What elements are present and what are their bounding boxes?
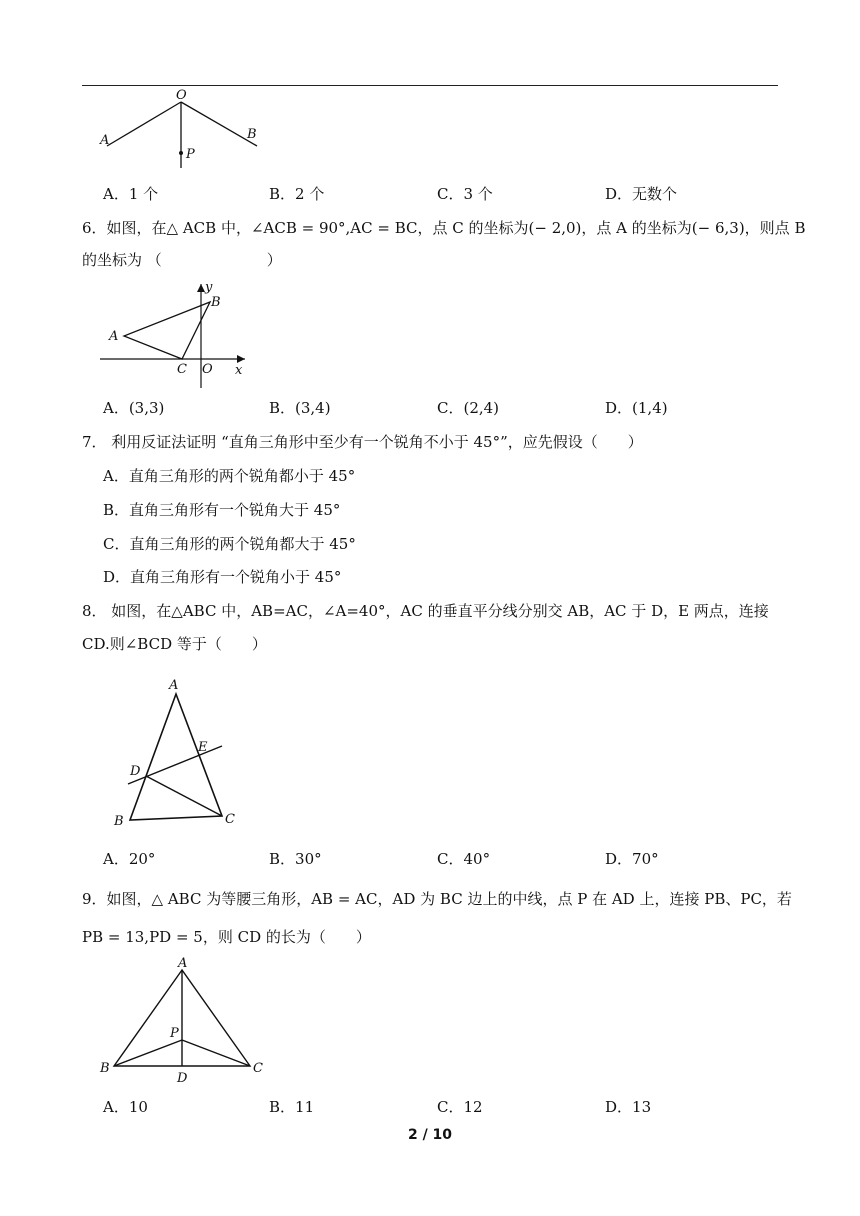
q9-label-D: D <box>177 1071 188 1086</box>
q6-stem-line1: 6．如图，在△ ACB 中，∠ACB = 90°,AC = BC，点 C 的坐标为(− 2,0)，点 A 的坐标为(− 6,3)，则点 B <box>82 219 806 237</box>
q8-option-a: A．20° <box>103 850 156 868</box>
q7-stem: 7． 利用反证法证明 “直角三角形中至少有一个锐角不小于 45°”，应先假设（ ） <box>82 433 643 451</box>
q6-option-b: B．(3,4) <box>269 399 331 417</box>
q8-stem-line1: 8． 如图，在△ABC 中，AB=AC，∠A=40°，AC 的垂直平分线分别交 AB，AC 于 D，E 两点，连接 <box>82 602 769 620</box>
header-rule <box>82 85 778 86</box>
q5-label-O: O <box>176 88 187 103</box>
q6-figure <box>100 282 260 390</box>
q5-label-A: A <box>100 133 110 148</box>
q8-option-c: C．40° <box>437 850 491 868</box>
q9-label-A: A <box>178 956 188 971</box>
q9-option-b: B．11 <box>269 1098 315 1116</box>
q8-label-C: C <box>225 812 235 827</box>
q7-option-b: B．直角三角形有一个锐角大于 45° <box>103 501 341 519</box>
q6-stem-line2: 的坐标为 （ ） <box>82 251 282 269</box>
q9-option-a: A．10 <box>103 1098 148 1116</box>
q8-label-E: E <box>198 740 208 755</box>
q9-stem-line1: 9．如图，△ ABC 为等腰三角形，AB = AC，AD 为 BC 边上的中线，点 P 在 AD 上，连接 PB、PC，若 <box>82 890 792 908</box>
q9-label-B: B <box>100 1061 110 1076</box>
q8-stem-line2: CD.则∠BCD 等于（ ） <box>82 635 267 653</box>
q5-figure <box>95 88 275 172</box>
q9-option-d: D．13 <box>605 1098 652 1116</box>
page-number: 2 / 10 <box>407 1127 453 1143</box>
q7-option-c: C．直角三角形的两个锐角都大于 45° <box>103 535 356 553</box>
q5-option-a: A．1 个 <box>103 185 159 203</box>
q6-label-O: O <box>202 362 213 377</box>
q5-option-b: B．2 个 <box>269 185 325 203</box>
q6-label-B: B <box>211 295 221 310</box>
q5-option-c: C．3 个 <box>437 185 493 203</box>
q8-label-A: A <box>169 678 179 693</box>
q8-label-B: B <box>114 814 124 829</box>
q9-option-c: C．12 <box>437 1098 483 1116</box>
q8-label-D: D <box>130 764 141 779</box>
q8-option-d: D．70° <box>605 850 659 868</box>
q6-option-a: A．(3,3) <box>103 399 165 417</box>
q9-figure <box>98 956 268 1084</box>
q6-option-c: C．(2,4) <box>437 399 500 417</box>
q6-label-C: C <box>177 362 187 377</box>
q6-option-d: D．(1,4) <box>605 399 668 417</box>
q7-option-a: A．直角三角形的两个锐角都小于 45° <box>103 467 356 485</box>
q8-option-b: B．30° <box>269 850 322 868</box>
q9-label-P: P <box>170 1026 179 1041</box>
q7-option-d: D．直角三角形有一个锐角小于 45° <box>103 568 342 586</box>
q6-label-y: y <box>205 280 213 295</box>
q5-option-d: D．无数个 <box>605 185 678 203</box>
q6-label-x: x <box>235 363 243 378</box>
q9-label-C: C <box>253 1061 263 1076</box>
q9-stem-line2: PB = 13,PD = 5，则 CD 的长为（ ） <box>82 928 371 946</box>
q8-figure <box>110 674 250 834</box>
q5-label-P: P <box>186 147 195 162</box>
q5-label-B: B <box>247 127 257 142</box>
q6-label-A: A <box>109 329 119 344</box>
